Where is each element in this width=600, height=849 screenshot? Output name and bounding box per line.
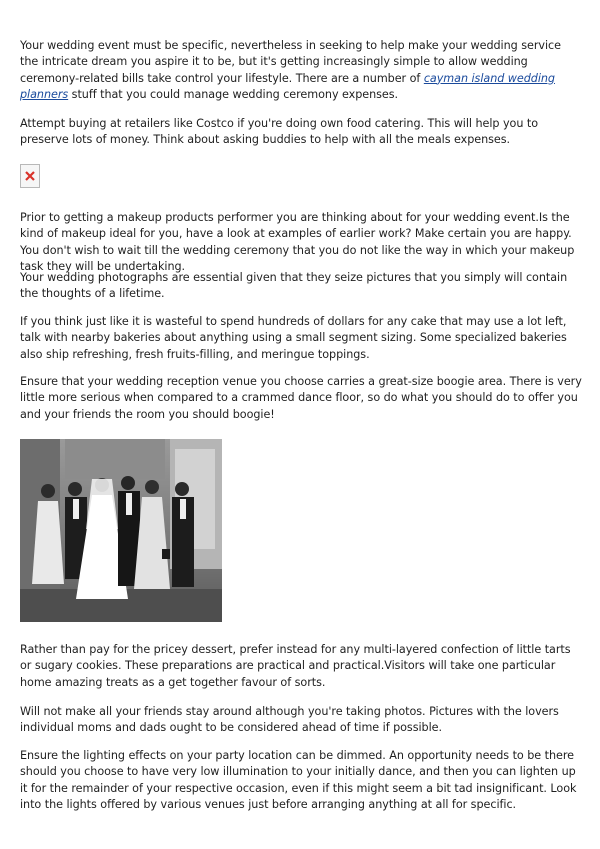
paragraph-makeup: Prior to getting a makeup products performer you are thinking about for your wedding event.Is the kind of makeup ideal for you, have a look at examples of earlier work? Make certain you are happy. You don't wish to wait till the wedding ceremony that you do not like the way in which your makeup task they will be undertaking. [20, 211, 575, 273]
wedding-group-photo [20, 439, 222, 622]
paragraph-dance-floor: Ensure that your wedding reception venue you choose carries a great-size boogie area. There is very little more serious when compared to a crammed dance floor, so do what you should do to offer you and your friends the room you should boogie! [20, 375, 582, 421]
paragraph-lighting: Ensure the lighting effects on your party location can be dimmed. An opportunity needs to be there should you choose to have very low illumination to your initially dance, and then you can lighten up it for the remainder of your respective occasion, even if this might seem a bit tad insignificant. Look into the lights offered by various venues just before arranging anything at all for specific. [20, 749, 577, 811]
paragraph-dessert: Rather than pay for the pricey dessert, prefer instead for any multi-layered confection of little tarts or sugary cookies. These preparations are practical and practical.Visitors will take one particular home amazing treats as a get together favour of sorts. [20, 643, 571, 689]
paragraph-photos-wait: Will not make all your friends stay around although you're taking photos. Pictures with the lovers individual moms and dads ought to be considered ahead of time if possible. [20, 705, 559, 735]
paragraph-cake: If you think just like it is wasteful to spend hundreds of dollars for any cake that may use a lot left, talk with nearby bakeries about anything using a small segment sizing. Some specialized bakeries also ship refreshing, fresh fruits-filling, and meringue toppings. [20, 315, 567, 361]
paragraph-photographs: Your wedding photographs are essential given that they seize pictures that you simply will contain the thoughts of a lifetime. [20, 271, 568, 301]
paragraph-text: Your wedding event must be specific, nevertheless in seeking to help make your wedding service the intricate dream you aspire it to be, but it's getting increasingly simple to allow wedding ceremony-related bills take control your lifestyle. There are a number of [20, 39, 561, 85]
wedding-planners-link[interactable]: cayman island wedding planners [20, 71, 555, 101]
paragraph-intro [20, 38, 582, 103]
broken-image-icon [20, 164, 40, 188]
paragraph-text: stuff that you could manage wedding ceremony expenses. [68, 87, 399, 101]
paragraph-costco: Attempt buying at retailers like Costco if you're doing own food catering. This will help you to preserve lots of money. Think about asking buddies to help with all the meals expenses. [20, 117, 539, 147]
